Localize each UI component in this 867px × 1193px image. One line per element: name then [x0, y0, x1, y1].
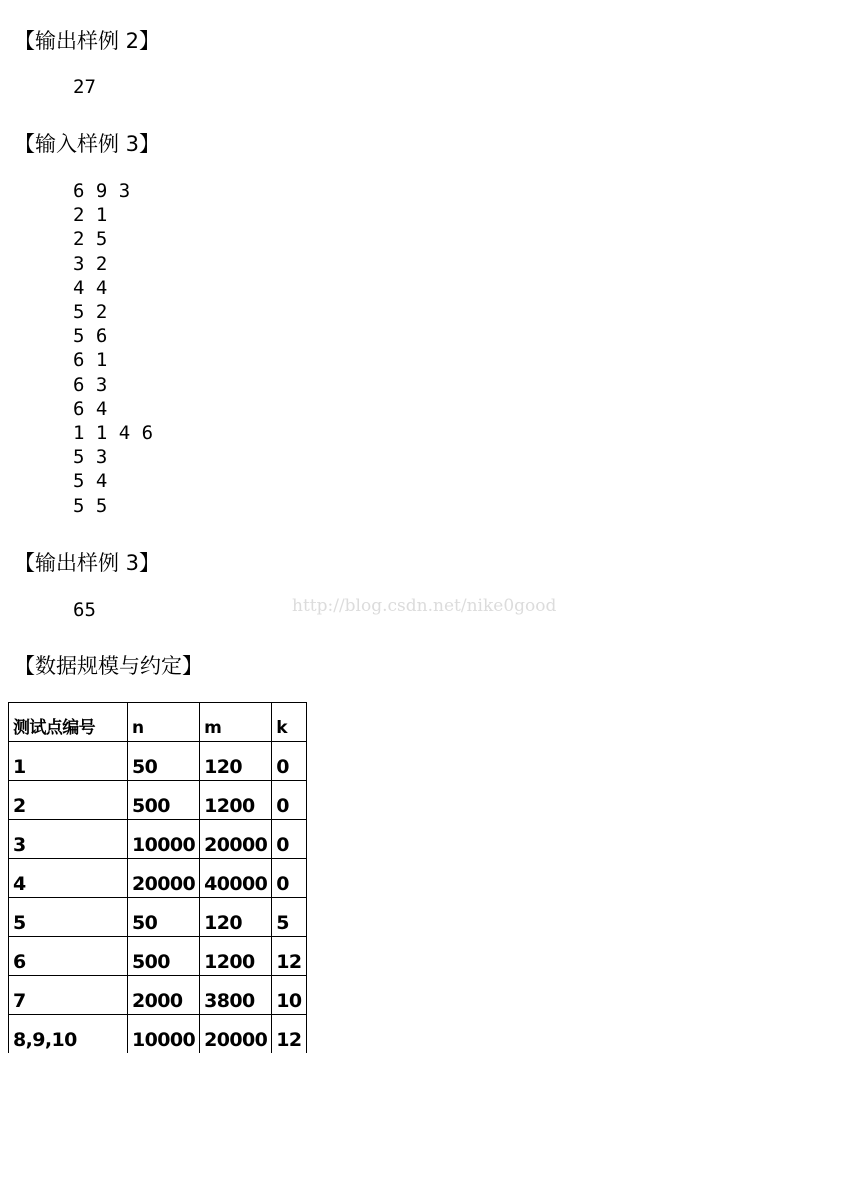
table-cell: 40000 [200, 859, 272, 898]
sample-line: 3 2 [73, 252, 108, 275]
table-row [9, 742, 307, 781]
sample-line: 4 4 [73, 276, 108, 299]
table-cell: 20000 [200, 820, 272, 859]
sample-line: 5 5 [73, 494, 108, 517]
column-header: m [200, 703, 272, 742]
output-sample-2-content [73, 75, 96, 99]
output-sample-3-heading: 【输出样例 3】 [14, 551, 161, 575]
output-sample-2-heading: 【输出样例 2】 [14, 29, 161, 53]
data-limits-table [8, 702, 307, 1053]
output-sample-3-content [73, 598, 96, 622]
table-cell: 500 [128, 937, 200, 976]
table-cell: 10000 [128, 1015, 200, 1054]
table-cell: 8,9,10 [9, 1015, 128, 1054]
table-cell: 50 [128, 898, 200, 937]
column-header: n [128, 703, 200, 742]
table-cell: 7 [9, 976, 128, 1015]
table-cell: 2 [9, 781, 128, 820]
table-row [9, 781, 307, 820]
sample-line: 65 [73, 599, 96, 621]
table-cell: 10 [272, 976, 307, 1015]
table-cell: 20000 [128, 859, 200, 898]
table-row [9, 937, 307, 976]
sample-line: 2 5 [73, 228, 108, 251]
table-cell: 1200 [200, 937, 272, 976]
table-cell: 4 [9, 859, 128, 898]
table-cell: 50 [128, 742, 200, 781]
sample-line: 27 [73, 76, 96, 98]
table-cell: 0 [272, 781, 307, 820]
sample-line: 6 4 [73, 397, 108, 420]
table-cell: 6 [9, 937, 128, 976]
table-cell: 3800 [200, 976, 272, 1015]
table-cell: 12 [272, 937, 307, 976]
table-row [9, 820, 307, 859]
table-cell: 0 [272, 820, 307, 859]
table-cell: 2000 [128, 976, 200, 1015]
table-cell: 5 [9, 898, 128, 937]
sample-line: 5 6 [73, 325, 108, 348]
table-cell: 0 [272, 742, 307, 781]
table-cell: 1 [9, 742, 128, 781]
table-header-row [9, 703, 307, 742]
data-limits-heading: 【数据规模与约定】 [14, 654, 203, 678]
watermark-text: http://blog.csdn.net/nike0good [292, 596, 557, 616]
sample-line: 6 9 3 [73, 180, 131, 202]
table-cell: 500 [128, 781, 200, 820]
sample-line: 2 1 [73, 204, 108, 227]
column-header: 测试点编号 [9, 703, 128, 742]
sample-line: 5 4 [73, 470, 108, 493]
table-cell: 0 [272, 859, 307, 898]
input-sample-3-heading: 【输入样例 3】 [14, 132, 161, 156]
sample-line: 6 3 [73, 373, 108, 396]
table-cell: 120 [200, 742, 272, 781]
table-cell: 1200 [200, 781, 272, 820]
column-header: k [272, 703, 307, 742]
table-row [9, 976, 307, 1015]
table-cell: 20000 [200, 1015, 272, 1054]
table-cell: 3 [9, 820, 128, 859]
sample-line: 1 1 4 6 [73, 422, 154, 445]
table-cell: 10000 [128, 820, 200, 859]
input-sample-3-content [73, 179, 153, 518]
table-row [9, 1015, 307, 1054]
table-row [9, 859, 307, 898]
table-cell: 5 [272, 898, 307, 937]
sample-line: 5 2 [73, 301, 108, 324]
table-row [9, 898, 307, 937]
sample-line: 5 3 [73, 446, 108, 469]
sample-line: 6 1 [73, 349, 108, 372]
table-cell: 12 [272, 1015, 307, 1054]
table-cell: 120 [200, 898, 272, 937]
